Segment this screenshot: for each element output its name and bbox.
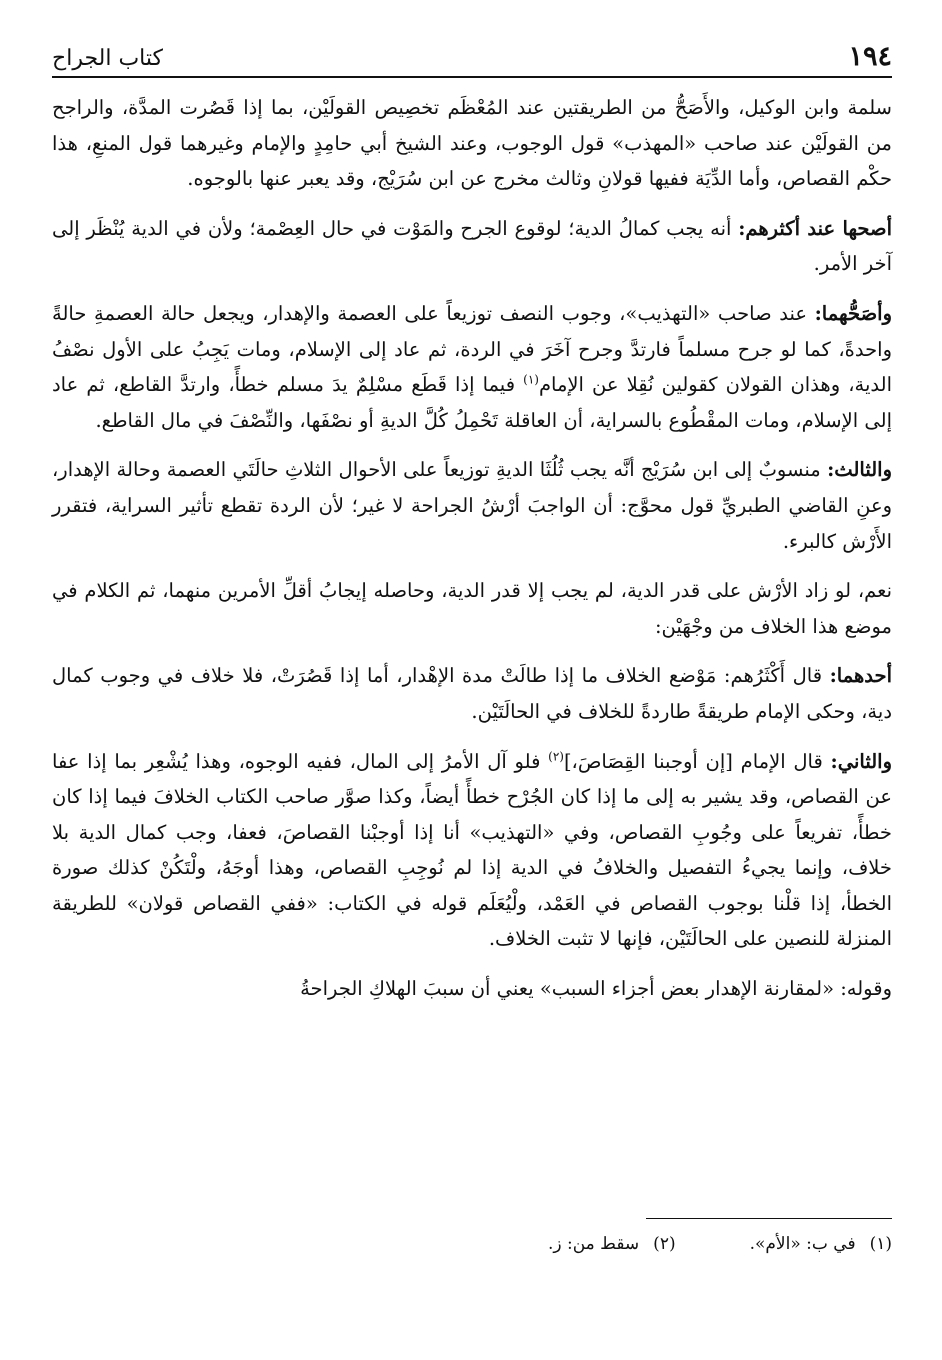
footnote-2 [548,1234,676,1254]
paragraph-6-lead: أحدهما: [829,664,892,688]
paragraph-7-text-a: قال الإمام [إن أوجبنا القِصَاصَ،] [563,749,831,773]
paragraph-7-text-b: فلو آل الأمرُ إلى المال، ففيه الوجوه، وهذا يُشْعِر بما إذا عفا عن القصاص، وقد يشير به إلى ما إذا كان الجُرْح خطأً أيضاً، وكذا صوَّر صاحب الكتاب الخلافَ فيما إذا كان خطأً، تفريعاً على وجُوبِ القصاص، وفي «التهذيب» أنا إذا أوجبْنا القصاصَ، فعفا، وجب كمال الدية بلا خلاف، وإنما يجيءُ التفصيل والخلافُ في الدية إذا لم نُوجِبِ القصاص، وهذا أوجَهُ، ولْتَكُنْ كذلك صورة الخطأ، إذا قلْنا بوجوب القصاص في العَمْد، ولْيُعَلَم قوله في الكتاب: «ففي القصاص قولان» للطريقة المنزلة للنصين على الحالَتَيْن، فإنها لا تثبت الخلاف. [52,749,892,951]
footnote-2-text: سقط من: ز. [547,1234,640,1254]
paragraph-6 [52,658,892,729]
main-text [52,90,892,1007]
paragraph-3-text-a: عند صاحب «التهذيب»، وجوب النصف توزيعاً على العصمة والإهدار، ويجعل حالة العصمةِ حالةً واحدةً، كما لو جرح مسلماً فارتدَّ وجرح آخَرَ في الردة، ثم عاد إلى الإسلام، ومات يَجِبُ على الأول نصْفُ الدية، وهذان القولان كقولين نُقِلا عن الإمام [52,301,892,397]
paragraph-5: نعم، لو زاد الأرْش على قدر الدية، لم يجب إلا قدر الدية، وحاصله إيجابُ أقلِّ الأمرين منهما، ثم الكلام في موضع هذا الخلاف من وجْهَيْن: [52,579,892,638]
footnotes [52,1234,892,1254]
footnote-1-number: (١) [869,1234,892,1254]
paragraph-2 [52,211,892,282]
paragraph-2-text: أنه يجب كمالُ الدية؛ لوقوع الجرح والمَوْت في حال العِصْمة؛ ولأن في الدية يُنْظَر إلى آخر الأمر. [52,216,892,276]
footnote-marker-1: (١) [523,372,539,387]
paragraph-7 [52,744,892,958]
paragraph-3-lead: وأصَحُّهما: [814,301,892,325]
paragraph-2-lead: أصحها عند أكثرهم: [738,216,892,240]
footnote-separator [646,1218,892,1219]
paragraph-8: وقوله: «لمقارنة الإهدار بعض أجزاء السبب» يعني أن سببَ الهلاكِ الجراحةُ [300,977,892,1001]
footnote-1-text: في ب: «الأم». [749,1234,856,1254]
page-number: ١٩٤ [848,41,892,72]
paragraph-3-text-b: فيما إذا قَطَع مسْلِمٌ يدَ مسلم خطأً، وارتدَّ القاطع، ثم عاد إلى الإسلام، ومات المقْطُوع بالسراية، أن العاقلة تَحْمِلُ كُلَّ الديةِ أو نصْفَها، والنِّصْفَ في مال القاطع. [52,373,892,432]
footnote-marker-2: (٢) [548,749,564,763]
paragraph-4-lead: والثالث: [827,458,892,482]
paragraph-6-text: قال أَكْثَرُهم: مَوْضع الخلاف ما إذا طالَتْ مدة الإهْدار، أما إذا قَصُرَتْ، فلا خلاف في وجوب كمال دية، وحكى الإمام طريقةً طاردةً للخلاف في الحالَتَيْن. [52,664,892,723]
footnote-1 [750,1234,892,1254]
paragraph-1: سلمة وابن الوكيل، والأَصَحُّ من الطريقتين عند المُعْظَم تخصِيص القولَيْن، بما إذا قَصُرت المدَّة، والراجح من القولَيْن عند صاحب «المهذب» قول الوجوب، وعند الشيخ أبي حامِدٍ والإمام وغيرهما قول المنعِ، هذا حكْم القصاص، وأما الدِّيَة ففيها قولانِ وثالث مخرج عن ابن سُرَيْج، وقد يعبر عنها بالوجوه. [52,96,892,191]
paragraph-7-lead: والثاني: [830,749,893,773]
footnote-2-number: (٢) [653,1234,676,1254]
paragraph-4 [52,452,892,559]
running-header [52,30,892,78]
paragraph-4-text: منسوبٌ إلى ابن سُرَيْج أنَّه يجب ثُلُثَا الديةِ توزيعاً على الأحوال الثلاثِ حالَتَي العصمة وحالة الإهدار، وعنِ القاضي الطبريِّ قول محوَّج: أن الواجبَ أرْشُ الجراحة لا غير؛ لأن الردة تقطع تأثير السراية، فتقرر الأَرْش كالبرء. [52,458,892,553]
book-title: كتاب الجراح [52,46,163,71]
paragraph-3 [52,296,892,438]
book-page [52,30,892,1330]
